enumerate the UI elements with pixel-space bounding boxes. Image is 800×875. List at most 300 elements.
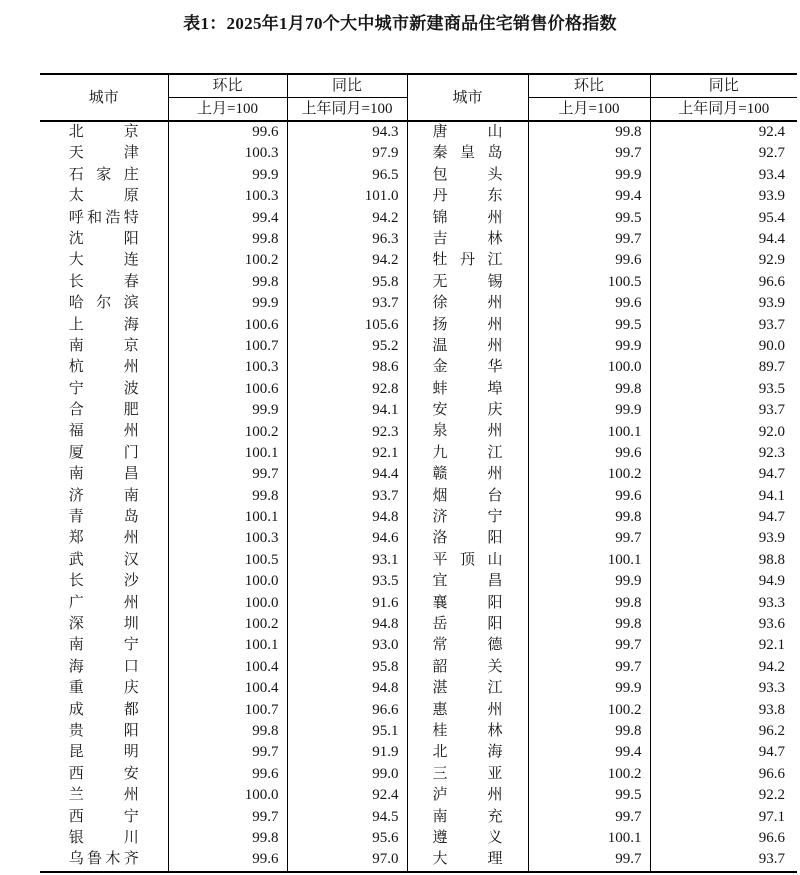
city-name: 沈 阳 (68, 230, 139, 247)
city-cell-right (407, 121, 528, 143)
mom-value-right: 99.7 (528, 229, 650, 250)
table-row (40, 635, 797, 656)
mom-value-right: 99.9 (528, 336, 650, 357)
yoy-value-right: 95.4 (650, 208, 797, 229)
mom-value-right: 99.8 (528, 121, 650, 143)
city-name: 宜 昌 (432, 573, 503, 590)
mom-value-right: 99.4 (528, 742, 650, 763)
mom-value-left: 100.6 (168, 379, 287, 400)
city-cell-right (407, 528, 528, 549)
yoy-value-right: 93.3 (650, 678, 797, 699)
yoy-value-right: 93.3 (650, 593, 797, 614)
yoy-value-left: 94.5 (287, 807, 407, 828)
mom-value-left: 99.7 (168, 464, 287, 485)
city-name: 湛 江 (432, 680, 503, 697)
yoy-value-left: 96.5 (287, 165, 407, 186)
city-name: 九 江 (432, 444, 503, 461)
page-title: 表1：2025年1月70个大中城市新建商品住宅销售价格指数 (183, 14, 617, 33)
yoy-value-right: 93.7 (650, 315, 797, 336)
table-row (40, 229, 797, 250)
city-cell-left (40, 229, 168, 250)
city-cell-right (407, 742, 528, 763)
table-row (40, 143, 797, 164)
mom-value-right: 99.7 (528, 807, 650, 828)
city-name: 南 宁 (68, 637, 139, 654)
city-cell-right (407, 229, 528, 250)
city-cell-left (40, 400, 168, 421)
city-cell-left (40, 678, 168, 699)
city-cell-left (40, 785, 168, 806)
city-name: 福 州 (68, 423, 139, 440)
table-row (40, 379, 797, 400)
yoy-value-right: 92.9 (650, 250, 797, 271)
city-name: 岳 阳 (432, 615, 503, 632)
city-cell-right (407, 272, 528, 293)
city-cell-right (407, 293, 528, 314)
yoy-value-left: 92.1 (287, 443, 407, 464)
mom-value-right: 99.4 (528, 186, 650, 207)
city-name: 锦 州 (432, 209, 503, 226)
city-cell-left (40, 315, 168, 336)
yoy-value-right: 94.7 (650, 742, 797, 763)
yoy-value-right: 97.1 (650, 807, 797, 828)
mom-value-left: 100.3 (168, 186, 287, 207)
city-name: 大 连 (68, 252, 139, 269)
city-cell-right (407, 635, 528, 656)
city-name: 成 都 (68, 701, 139, 718)
mom-value-right: 99.7 (528, 635, 650, 656)
city-name: 太 原 (68, 188, 139, 205)
mom-value-left: 99.6 (168, 849, 287, 871)
city-name: 韶 关 (432, 658, 503, 675)
yoy-value-left: 94.1 (287, 400, 407, 421)
yoy-value-right: 93.9 (650, 186, 797, 207)
table-row (40, 250, 797, 271)
city-cell-right (407, 165, 528, 186)
city-cell-right (407, 143, 528, 164)
city-cell-right (407, 208, 528, 229)
mom-value-right: 99.8 (528, 721, 650, 742)
table-row (40, 357, 797, 378)
city-cell-right (407, 443, 528, 464)
yoy-value-left: 96.3 (287, 229, 407, 250)
city-cell-left (40, 443, 168, 464)
city-name: 合 肥 (68, 402, 139, 419)
mom-value-right: 99.8 (528, 614, 650, 635)
city-name: 赣 州 (432, 466, 503, 483)
city-name: 泸 州 (432, 787, 503, 804)
city-name: 长 春 (68, 273, 139, 290)
mom-value-left: 100.3 (168, 528, 287, 549)
mom-value-right: 99.8 (528, 379, 650, 400)
mom-value-left: 99.8 (168, 229, 287, 250)
city-name: 乌 鲁 木 齐 (68, 851, 139, 868)
yoy-value-left: 99.0 (287, 764, 407, 785)
city-name: 济 南 (68, 487, 139, 504)
city-name: 温 州 (432, 337, 503, 354)
yoy-value-right: 96.6 (650, 272, 797, 293)
header-row-top (40, 74, 797, 98)
city-name: 郑 州 (68, 530, 139, 547)
table-row (40, 400, 797, 421)
table-header (40, 74, 797, 121)
table-row (40, 593, 797, 614)
city-cell-left (40, 272, 168, 293)
mom-value-right: 99.7 (528, 849, 650, 871)
yoy-value-left: 95.6 (287, 828, 407, 849)
city-cell-right (407, 657, 528, 678)
city-cell-left (40, 336, 168, 357)
yoy-value-right: 92.4 (650, 121, 797, 143)
city-name: 遵 义 (432, 829, 503, 846)
yoy-value-right: 93.9 (650, 293, 797, 314)
mom-value-right: 99.9 (528, 678, 650, 699)
yoy-value-left: 94.6 (287, 528, 407, 549)
mom-value-left: 100.6 (168, 315, 287, 336)
table-row (40, 678, 797, 699)
table-row (40, 272, 797, 293)
mom-value-left: 99.8 (168, 828, 287, 849)
table-row (40, 614, 797, 635)
city-cell-left (40, 571, 168, 592)
city-name: 包 头 (432, 166, 503, 183)
city-cell-right (407, 464, 528, 485)
yoy-value-left: 97.0 (287, 849, 407, 871)
city-cell-right (407, 614, 528, 635)
city-cell-left (40, 143, 168, 164)
city-name: 厦 门 (68, 444, 139, 461)
city-cell-left (40, 464, 168, 485)
mom-value-right: 99.7 (528, 657, 650, 678)
yoy-value-left: 98.6 (287, 357, 407, 378)
city-cell-left (40, 528, 168, 549)
mom-value-left: 100.5 (168, 550, 287, 571)
mom-value-left: 100.1 (168, 443, 287, 464)
mom-value-left: 100.1 (168, 635, 287, 656)
mom-value-left: 100.0 (168, 571, 287, 592)
city-name: 杭 州 (68, 359, 139, 376)
mom-value-left: 99.9 (168, 165, 287, 186)
mom-value-right: 99.5 (528, 785, 650, 806)
city-name: 深 圳 (68, 615, 139, 632)
yoy-value-left: 94.4 (287, 464, 407, 485)
yoy-value-right: 92.1 (650, 635, 797, 656)
city-name: 扬 州 (432, 316, 503, 333)
header-yoy-base-left: 上年同月=100 (287, 98, 407, 122)
mom-value-left: 100.4 (168, 678, 287, 699)
yoy-value-right: 93.7 (650, 849, 797, 871)
city-cell-right (407, 764, 528, 785)
city-name: 烟 台 (432, 487, 503, 504)
mom-value-left: 100.2 (168, 421, 287, 442)
city-cell-left (40, 250, 168, 271)
table-row (40, 700, 797, 721)
city-cell-left (40, 421, 168, 442)
table-row (40, 464, 797, 485)
city-cell-right (407, 421, 528, 442)
city-cell-left (40, 635, 168, 656)
city-name: 桂 林 (432, 722, 503, 739)
mom-value-right: 99.7 (528, 143, 650, 164)
mom-value-right: 99.6 (528, 486, 650, 507)
city-cell-right (407, 785, 528, 806)
mom-value-left: 99.6 (168, 764, 287, 785)
mom-value-right: 100.2 (528, 464, 650, 485)
city-cell-right (407, 336, 528, 357)
city-name: 南 充 (432, 808, 503, 825)
city-cell-left (40, 614, 168, 635)
yoy-value-right: 92.0 (650, 421, 797, 442)
city-cell-left (40, 550, 168, 571)
city-name: 广 州 (68, 594, 139, 611)
city-name: 丹 东 (432, 188, 503, 205)
header-city-right: 城市 (407, 74, 528, 121)
yoy-value-left: 94.2 (287, 250, 407, 271)
yoy-value-right: 94.7 (650, 464, 797, 485)
yoy-value-right: 90.0 (650, 336, 797, 357)
yoy-value-right: 94.2 (650, 657, 797, 678)
city-cell-left (40, 828, 168, 849)
table-row (40, 528, 797, 549)
table-row (40, 315, 797, 336)
yoy-value-right: 92.3 (650, 443, 797, 464)
mom-value-right: 99.7 (528, 528, 650, 549)
city-name: 天 津 (68, 145, 139, 162)
mom-value-left: 100.7 (168, 336, 287, 357)
mom-value-right: 100.1 (528, 828, 650, 849)
city-name: 石 家 庄 (68, 166, 139, 183)
mom-value-right: 100.5 (528, 272, 650, 293)
header-yoy-left: 同比 (287, 74, 407, 98)
yoy-value-right: 89.7 (650, 357, 797, 378)
yoy-value-right: 93.6 (650, 614, 797, 635)
city-cell-right (407, 250, 528, 271)
mom-value-left: 99.8 (168, 272, 287, 293)
table-row (40, 742, 797, 763)
price-index-table (40, 73, 797, 873)
city-cell-right (407, 315, 528, 336)
header-mom-base-right: 上月=100 (528, 98, 650, 122)
city-name: 大 理 (432, 851, 503, 868)
city-name: 洛 阳 (432, 530, 503, 547)
city-name: 重 庆 (68, 680, 139, 697)
mom-value-left: 100.1 (168, 507, 287, 528)
yoy-value-left: 93.1 (287, 550, 407, 571)
city-cell-right (407, 550, 528, 571)
city-name: 哈 尔 滨 (68, 295, 139, 312)
yoy-value-left: 95.1 (287, 721, 407, 742)
mom-value-right: 99.9 (528, 400, 650, 421)
mom-value-right: 100.2 (528, 700, 650, 721)
city-name: 北 京 (68, 124, 139, 140)
yoy-value-right: 93.7 (650, 400, 797, 421)
city-cell-right (407, 593, 528, 614)
city-name: 宁 波 (68, 380, 139, 397)
city-name: 蚌 埠 (432, 380, 503, 397)
mom-value-right: 99.5 (528, 208, 650, 229)
yoy-value-left: 92.8 (287, 379, 407, 400)
city-cell-left (40, 293, 168, 314)
city-name: 惠 州 (432, 701, 503, 718)
mom-value-right: 99.9 (528, 165, 650, 186)
mom-value-right: 99.9 (528, 571, 650, 592)
city-cell-right (407, 357, 528, 378)
yoy-value-right: 96.2 (650, 721, 797, 742)
city-cell-left (40, 700, 168, 721)
city-name: 西 宁 (68, 808, 139, 825)
yoy-value-left: 105.6 (287, 315, 407, 336)
mom-value-right: 99.8 (528, 507, 650, 528)
city-name: 银 川 (68, 829, 139, 846)
mom-value-left: 99.9 (168, 400, 287, 421)
yoy-value-right: 93.5 (650, 379, 797, 400)
city-name: 济 宁 (432, 509, 503, 526)
mom-value-left: 99.8 (168, 486, 287, 507)
yoy-value-left: 92.4 (287, 785, 407, 806)
yoy-value-left: 92.3 (287, 421, 407, 442)
city-name: 襄 阳 (432, 594, 503, 611)
mom-value-right: 99.6 (528, 293, 650, 314)
city-name: 秦 皇 岛 (432, 145, 503, 162)
city-name: 平 顶 山 (432, 551, 503, 568)
yoy-value-left: 91.9 (287, 742, 407, 763)
mom-value-right: 99.8 (528, 593, 650, 614)
city-cell-left (40, 208, 168, 229)
table-row (40, 421, 797, 442)
city-cell-left (40, 721, 168, 742)
yoy-value-right: 94.4 (650, 229, 797, 250)
yoy-value-right: 93.4 (650, 165, 797, 186)
yoy-value-left: 94.2 (287, 208, 407, 229)
city-name: 长 沙 (68, 573, 139, 590)
yoy-value-left: 93.0 (287, 635, 407, 656)
city-name: 海 口 (68, 658, 139, 675)
city-name: 上 海 (68, 316, 139, 333)
city-name: 金 华 (432, 359, 503, 376)
city-cell-right (407, 721, 528, 742)
table-row (40, 443, 797, 464)
city-cell-left (40, 849, 168, 871)
header-city-left: 城市 (40, 74, 168, 121)
yoy-value-left: 94.8 (287, 507, 407, 528)
yoy-value-left: 96.6 (287, 700, 407, 721)
city-name: 北 海 (432, 744, 503, 761)
city-name: 安 庆 (432, 402, 503, 419)
city-name: 徐 州 (432, 295, 503, 312)
city-cell-left (40, 742, 168, 763)
mom-value-left: 99.6 (168, 121, 287, 143)
city-name: 唐 山 (432, 124, 503, 140)
yoy-value-right: 93.9 (650, 528, 797, 549)
yoy-value-right: 98.8 (650, 550, 797, 571)
yoy-value-right: 96.6 (650, 828, 797, 849)
table-row (40, 336, 797, 357)
yoy-value-left: 95.8 (287, 657, 407, 678)
yoy-value-left: 95.8 (287, 272, 407, 293)
mom-value-left: 100.0 (168, 593, 287, 614)
header-mom-left: 环比 (168, 74, 287, 98)
mom-value-left: 100.3 (168, 143, 287, 164)
city-cell-left (40, 657, 168, 678)
header-yoy-base-right: 上年同月=100 (650, 98, 797, 122)
city-cell-right (407, 849, 528, 871)
mom-value-left: 100.3 (168, 357, 287, 378)
table-row (40, 764, 797, 785)
city-name: 牡 丹 江 (432, 252, 503, 269)
header-mom-right: 环比 (528, 74, 650, 98)
table-row (40, 165, 797, 186)
yoy-value-left: 95.2 (287, 336, 407, 357)
yoy-value-right: 93.8 (650, 700, 797, 721)
table-body (40, 121, 797, 872)
yoy-value-right: 92.2 (650, 785, 797, 806)
city-cell-right (407, 400, 528, 421)
mom-value-left: 100.0 (168, 785, 287, 806)
table-row (40, 807, 797, 828)
city-name: 三 亚 (432, 765, 503, 782)
mom-value-left: 100.4 (168, 657, 287, 678)
table-row (40, 571, 797, 592)
mom-value-left: 100.2 (168, 250, 287, 271)
mom-value-left: 100.2 (168, 614, 287, 635)
mom-value-right: 99.5 (528, 315, 650, 336)
yoy-value-right: 92.7 (650, 143, 797, 164)
city-name: 兰 州 (68, 787, 139, 804)
yoy-value-left: 94.3 (287, 121, 407, 143)
table-row (40, 828, 797, 849)
table-row (40, 721, 797, 742)
city-name: 南 昌 (68, 466, 139, 483)
yoy-value-right: 94.9 (650, 571, 797, 592)
yoy-value-left: 93.5 (287, 571, 407, 592)
table-row (40, 507, 797, 528)
city-name: 泉 州 (432, 423, 503, 440)
table-row (40, 550, 797, 571)
yoy-value-left: 94.8 (287, 614, 407, 635)
mom-value-left: 99.7 (168, 742, 287, 763)
mom-value-right: 100.0 (528, 357, 650, 378)
city-cell-left (40, 379, 168, 400)
city-name: 呼 和 浩 特 (68, 209, 139, 226)
yoy-value-left: 101.0 (287, 186, 407, 207)
city-cell-left (40, 764, 168, 785)
header-mom-base-left: 上月=100 (168, 98, 287, 122)
mom-value-right: 100.1 (528, 421, 650, 442)
city-name: 贵 阳 (68, 722, 139, 739)
yoy-value-left: 91.6 (287, 593, 407, 614)
table-row (40, 785, 797, 806)
city-cell-right (407, 828, 528, 849)
city-name: 青 岛 (68, 509, 139, 526)
city-cell-right (407, 379, 528, 400)
mom-value-left: 99.4 (168, 208, 287, 229)
mom-value-right: 99.6 (528, 250, 650, 271)
city-cell-left (40, 807, 168, 828)
table-row (40, 186, 797, 207)
yoy-value-left: 94.8 (287, 678, 407, 699)
city-name: 南 京 (68, 337, 139, 354)
yoy-value-right: 94.7 (650, 507, 797, 528)
mom-value-left: 99.9 (168, 293, 287, 314)
city-cell-left (40, 507, 168, 528)
city-name: 无 锡 (432, 273, 503, 290)
city-cell-right (407, 507, 528, 528)
mom-value-left: 99.8 (168, 721, 287, 742)
city-name: 武 汉 (68, 551, 139, 568)
yoy-value-left: 97.9 (287, 143, 407, 164)
yoy-value-left: 93.7 (287, 293, 407, 314)
city-cell-right (407, 571, 528, 592)
